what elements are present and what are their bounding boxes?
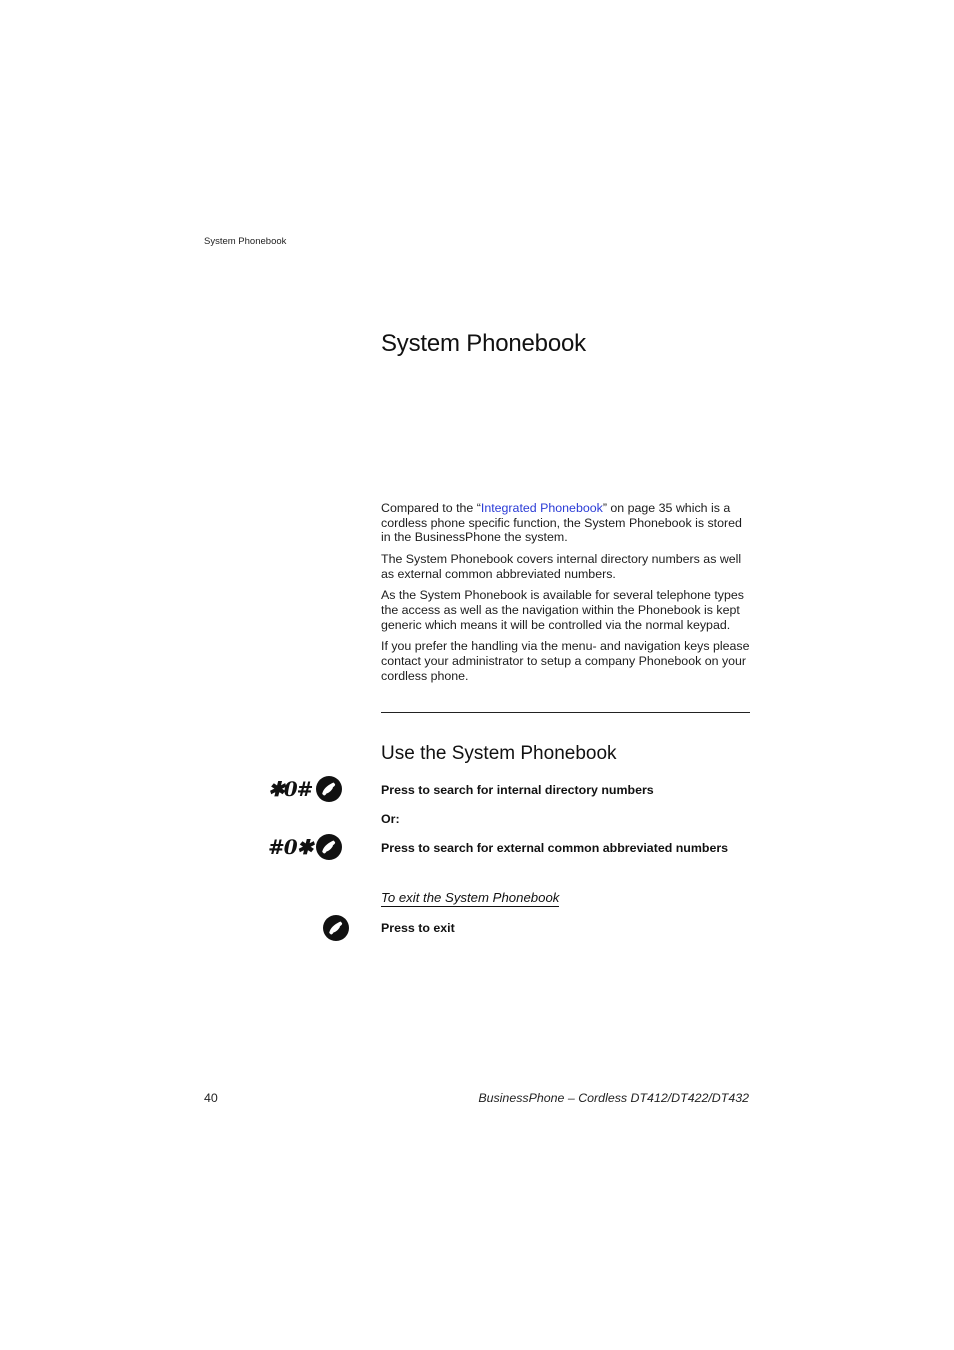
intro-paragraph-3: As the System Phonebook is available for several telephone types the access as well as the navigation within the Phonebook is kept generic which means it will be controlled via the normal keypad.: [381, 588, 744, 632]
handset-icon: [323, 915, 349, 941]
section-title: Use the System Phonebook: [381, 743, 617, 764]
page-title: System Phonebook: [381, 330, 586, 357]
section-divider: [381, 712, 750, 713]
key-exit: [323, 915, 349, 941]
document-title: BusinessPhone – Cordless DT412/DT422/DT432: [478, 1091, 749, 1105]
key-sequence-external: [268, 834, 342, 860]
running-header: System Phonebook: [204, 236, 287, 247]
exit-subtitle: To exit the System Phonebook: [381, 890, 560, 905]
intro-paragraph-1: Compared to the “Integrated Phonebook” on page 35 which is a cordless phone specific function, the System Phonebook is stored in the BusinessPhone the system.: [381, 501, 742, 545]
key-sequence-internal: [268, 776, 342, 802]
key-sequence-text: #0✱: [268, 835, 313, 859]
instruction-external: Press to search for external common abbreviated numbers: [381, 841, 729, 855]
key-sequence-text: ✱0#: [268, 777, 313, 801]
intro-text: [381, 501, 751, 690]
integrated-phonebook-link[interactable]: Integrated Phonebook: [480, 501, 603, 515]
intro-paragraph-2: The System Phonebook covers internal directory numbers as well as external common abbreviated numbers.: [381, 551, 742, 581]
instruction-internal: Press to search for internal directory numbers: [381, 783, 654, 797]
handset-icon: [316, 834, 342, 860]
or-label: Or:: [381, 812, 400, 826]
page-number: 40: [204, 1091, 218, 1105]
handset-icon: [316, 776, 342, 802]
intro-paragraph-4: If you prefer the handling via the menu- and navigation keys please contact your administrator to setup a company Phonebook on your cordless phone.: [381, 639, 750, 683]
instruction-exit: Press to exit: [381, 921, 455, 935]
